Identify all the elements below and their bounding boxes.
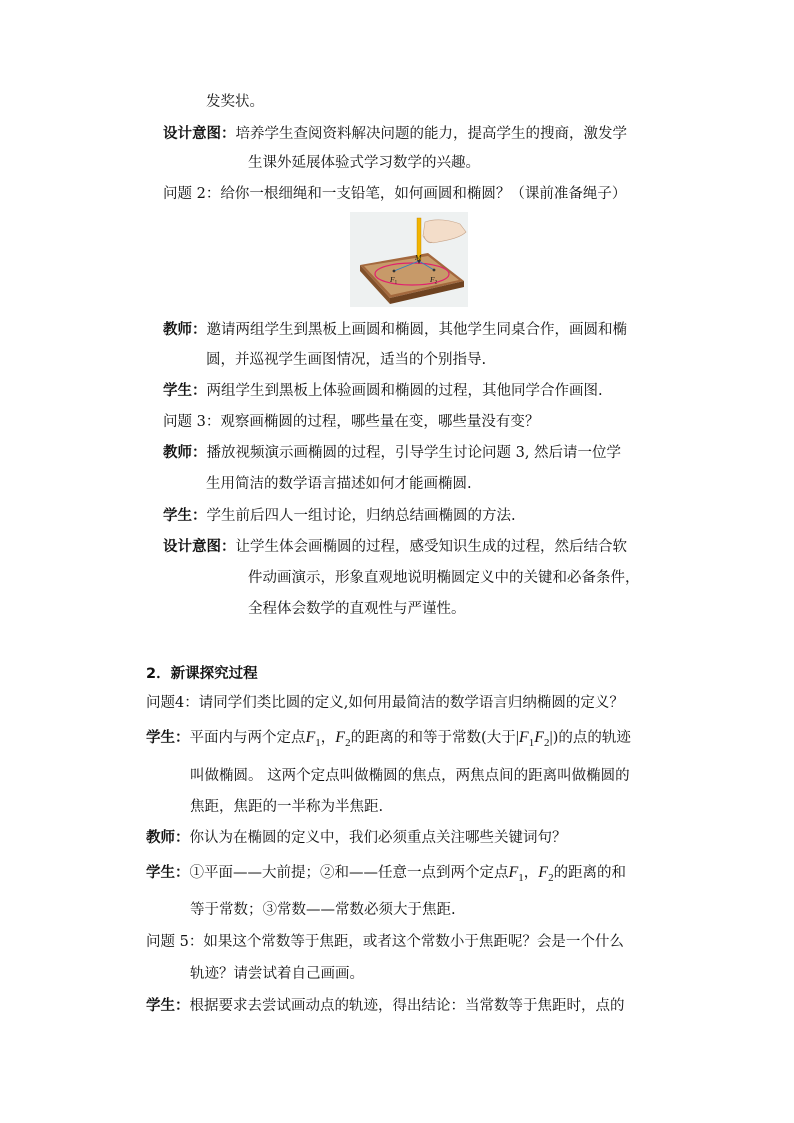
- line-text: 根据要求去尝试画动点的轨迹，得出结论：当常数等于焦距时，点的: [189, 998, 625, 1014]
- line-label: 学生：: [163, 382, 207, 399]
- line-text: 两组学生到黑板上体验画圆和椭圆的过程，其他同学合作画图.: [206, 383, 603, 399]
- math-F1: $F_1$: [305, 729, 321, 750]
- math-abs-F1F2: $|F_1F_2|$: [515, 729, 553, 750]
- text-line: 全程体会数学的直观性与严谨性。: [248, 601, 466, 617]
- text-line: 叫做椭圆。 这两个定点叫做椭圆的焦点，两焦点间的距离叫做椭圆的: [190, 768, 630, 784]
- math-F2: $F_2$: [538, 864, 554, 885]
- line-label: 学生：: [163, 507, 207, 524]
- point-label: M: [415, 253, 422, 262]
- math-F2: $F_2$: [335, 729, 351, 750]
- line-text: 让学生体会画椭圆的过程，感受知识生成的过程，然后结合软: [235, 539, 627, 555]
- line-label: 学生：: [146, 864, 190, 881]
- text-line: [163, 443, 621, 463]
- text-line: 圆，并巡视学生画图情况，适当的个别指导.: [206, 352, 487, 368]
- text-line: 学生：①平面——大前提；②和——任意一点到两个定点$F_1$，$F_2$的距离的和: [146, 864, 627, 885]
- section-heading: 2．新课探究过程: [146, 666, 258, 682]
- line-text: 播放视频演示画椭圆的过程，引导学生讨论问题 3, 然后请一位学: [206, 445, 622, 461]
- text-line: 学生：平面内与两个定点$F_1$，$F_2$的距离的和等于常数(大于$|F_1F_2|$)的点的轨迹: [146, 729, 631, 750]
- line-label: 设计意图：: [163, 538, 236, 555]
- text-line: 问题4：请同学们类比圆的定义,如何用最简洁的数学语言归纳椭圆的定义？: [146, 695, 624, 711]
- math-F1: $F_1$: [508, 864, 524, 885]
- line-text: 学生前后四人一组讨论，归纳总结画椭圆的方法.: [206, 508, 516, 524]
- text-line: 焦距，焦距的一半称为半焦距.: [190, 799, 384, 815]
- line-label: 教师：: [146, 829, 190, 846]
- line-label: 学生：: [146, 729, 190, 746]
- text-line: [146, 828, 567, 848]
- text-line: [163, 506, 516, 526]
- text-line: [163, 381, 603, 401]
- focus-label: $F_2$: [430, 275, 438, 286]
- line-label: 教师：: [163, 321, 207, 338]
- text-line: [163, 320, 627, 340]
- line-text: 邀请两组学生到黑板上画圆和椭圆，其他学生同桌合作，画圆和椭: [206, 322, 627, 338]
- text-line: 生用简洁的数学语言描述如何才能画椭圆.: [206, 476, 472, 492]
- text-line: [146, 996, 625, 1016]
- text-line: 轨迹？请尝试着自己画画。: [190, 966, 364, 982]
- line-text: 培养学生查阅资料解决问题的能力，提高学生的搜商，激发学: [235, 126, 627, 142]
- text-line: 问题 5：如果这个常数等于焦距，或者这个常数小于焦距呢？会是一个什么: [146, 934, 624, 950]
- line-label: 教师：: [163, 444, 207, 461]
- focus-label: $F_1$: [390, 275, 398, 286]
- line-label: 设计意图：: [163, 125, 236, 142]
- text-line: 发奖状。: [206, 94, 264, 110]
- text-line: 问题 3：观察画椭圆的过程，哪些量在变，哪些量没有变？: [163, 414, 540, 430]
- text-line: 生课外延展体验式学习数学的兴趣。: [248, 155, 480, 171]
- text-line: [163, 124, 627, 144]
- text-line: [163, 537, 627, 557]
- text-line: 问题 2：给你一根细绳和一支铅笔，如何画圆和椭圆？（课前准备绳子）: [163, 186, 627, 202]
- line-label: 学生：: [146, 997, 190, 1014]
- ellipse-drawing-figure: [350, 212, 468, 307]
- text-line: 等于常数；③常数——常数必须大于焦距.: [190, 902, 456, 918]
- text-line: 件动画演示，形象直观地说明椭圆定义中的关键和必备条件，: [248, 570, 640, 586]
- line-text: 你认为在椭圆的定义中，我们必须重点关注哪些关键词句？: [189, 830, 567, 846]
